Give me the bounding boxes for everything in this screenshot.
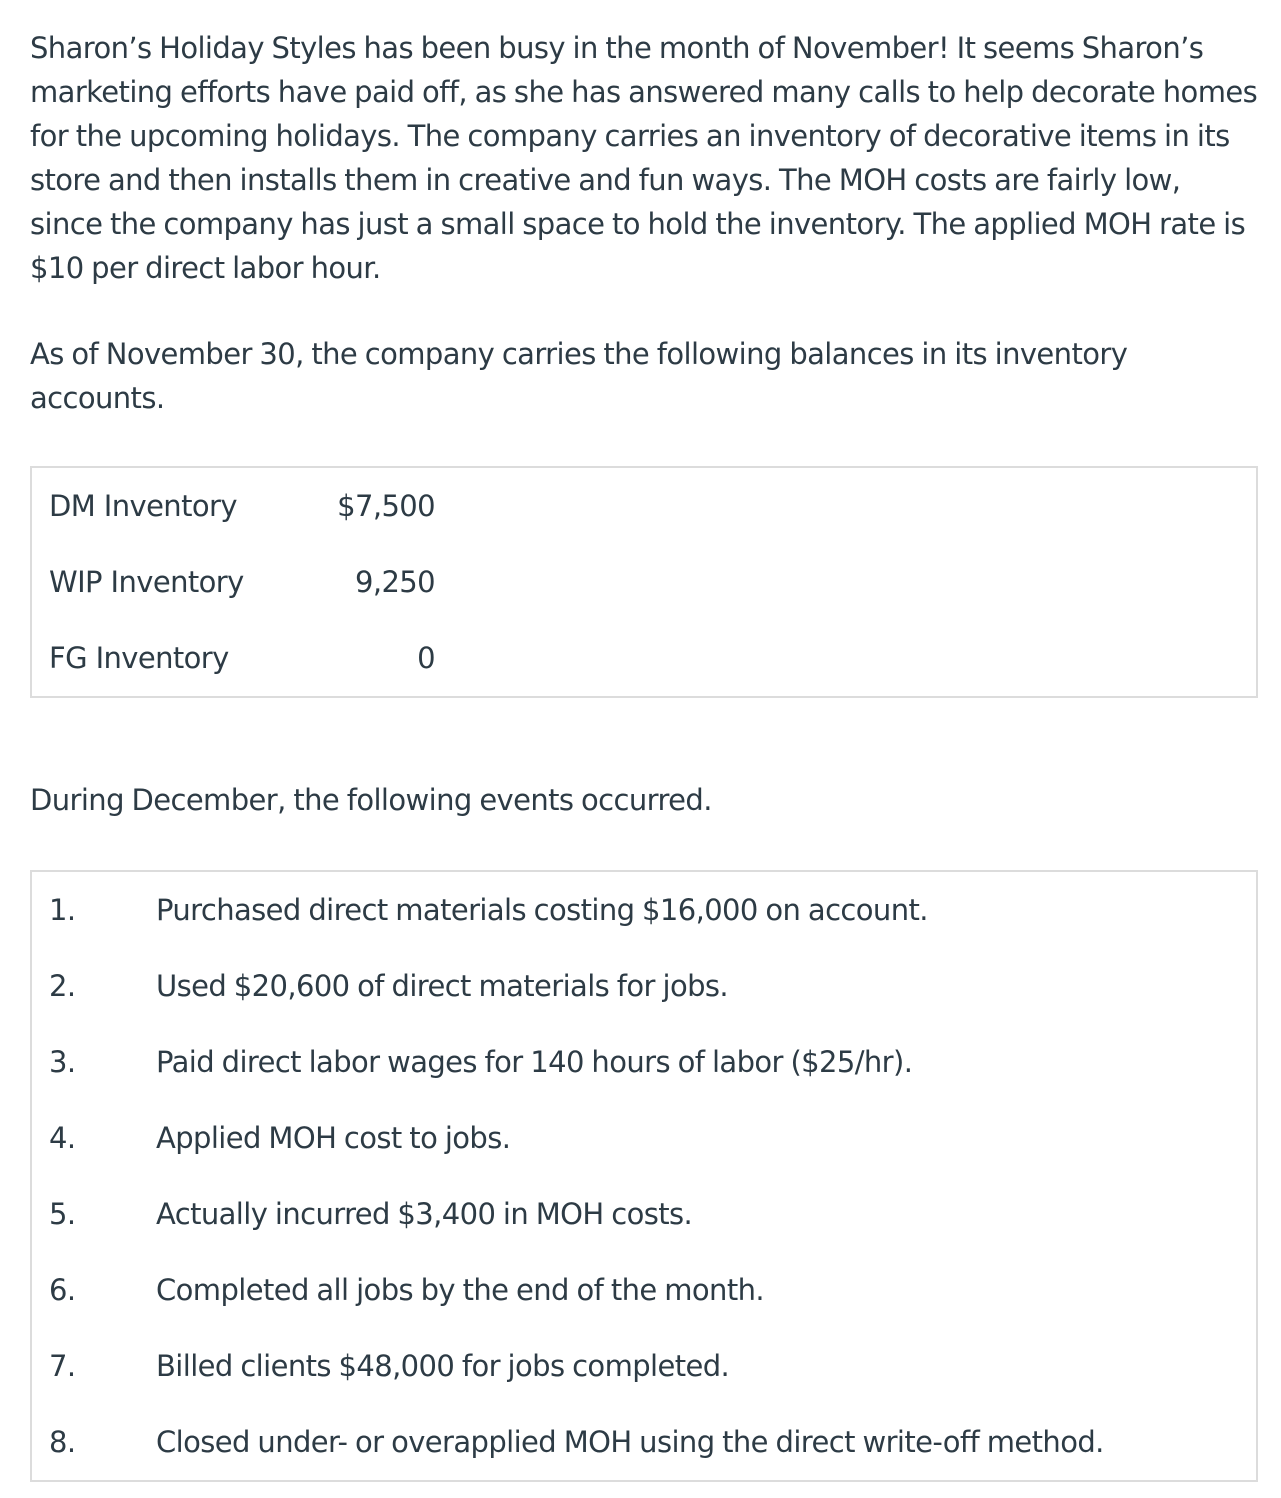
event-number: 8.: [49, 1425, 76, 1459]
event-number: 5.: [49, 1197, 76, 1231]
event-text: Closed under- or overapplied MOH using the direct write-off method.: [156, 1425, 1104, 1459]
event-text: Paid direct labor wages for 140 hours of labor ($25/hr).: [156, 1045, 913, 1079]
event-number: 1.: [49, 893, 76, 927]
list-item: [32, 1194, 1246, 1270]
event-text: Applied MOH cost to jobs.: [156, 1121, 511, 1155]
list-item: [32, 890, 1246, 966]
event-text: Purchased direct materials costing $16,000 on account.: [156, 893, 928, 927]
table-row: [32, 562, 435, 638]
list-item: [32, 1042, 1246, 1118]
event-number: 3.: [49, 1045, 76, 1079]
event-text: Used $20,600 of direct materials for jobs.: [156, 969, 729, 1003]
events-intro-paragraph: During December, the following events occurred.: [30, 783, 712, 817]
table-row: [32, 638, 435, 714]
event-text: Completed all jobs by the end of the month.: [156, 1273, 764, 1307]
events-box: [30, 870, 1258, 1482]
inventory-label: DM Inventory: [49, 489, 237, 523]
event-number: 4.: [49, 1121, 76, 1155]
inventory-balances-box: [30, 466, 1258, 698]
balances-intro-paragraph: As of November 30, the company carries the following balances in its inventory accounts.: [30, 337, 1128, 415]
list-item: [32, 1118, 1246, 1194]
inventory-value: $7,500: [337, 489, 435, 523]
intro-paragraph: Sharon’s Holiday Styles has been busy in the month of November! It seems Sharon’s marketing efforts have paid off, as she has answered many calls to help decorate homes for the upcoming holidays. The company carries an inventory of decorative items in its store and then installs them in creative and fun ways. The MOH costs are fairly low, since the company has just a small space to hold the inventory. The applied MOH rate is $10 per direct labor hour.: [30, 31, 1258, 285]
inventory-label: FG Inventory: [49, 641, 229, 675]
inventory-balances-table: [32, 486, 435, 714]
table-row: [32, 486, 435, 562]
list-item: [32, 1422, 1246, 1498]
inventory-value: 0: [417, 641, 435, 675]
event-text: Actually incurred $3,400 in MOH costs.: [156, 1197, 693, 1231]
inventory-label: WIP Inventory: [49, 565, 244, 599]
list-item: [32, 1346, 1246, 1422]
list-item: [32, 1270, 1246, 1346]
inventory-value: 9,250: [354, 565, 435, 599]
events-list: [32, 890, 1246, 1498]
event-number: 2.: [49, 969, 76, 1003]
event-number: 7.: [49, 1349, 76, 1383]
event-number: 6.: [49, 1273, 76, 1307]
problem-content: [30, 26, 1258, 1482]
event-text: Billed clients $48,000 for jobs completed.: [156, 1349, 730, 1383]
list-item: [32, 966, 1246, 1042]
